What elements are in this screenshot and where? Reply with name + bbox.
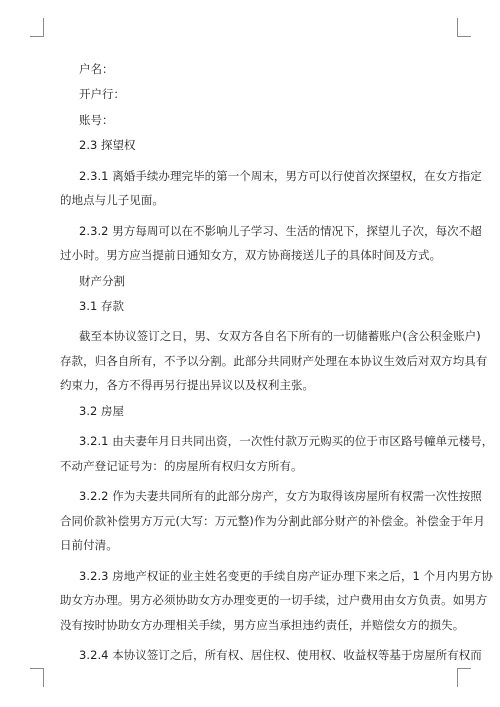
paragraph-line: 存款，归各自所有，不予以分割。此部分共同财产处理在本协议生效后对双方均具有 xyxy=(60,353,488,368)
account-name-line: 户名： xyxy=(79,62,114,76)
paragraph-line: 不动产登记证号为：的房屋所有权归女方所有。 xyxy=(60,458,303,473)
crop-mark-bottom-left xyxy=(30,668,44,687)
paragraph-line: 2.3.1 离婚手续办理完毕的第一个周末，男方可以行使首次探望权，在女方指定 xyxy=(79,168,482,183)
paragraph-3-2-4 xyxy=(60,643,482,668)
house-heading: 3.2 房屋 xyxy=(79,403,124,418)
paragraph-line: 3.2.4 本协议签订之后，所有权、居住权、使用权、收益权等基于房屋所有权而 xyxy=(79,648,482,663)
paragraph-line: 的地点与儿子见面。 xyxy=(60,193,164,208)
bank-line: 开户行： xyxy=(79,87,125,102)
paragraph-line: 2.3.2 男方每周可以在不影响儿子学习、生活的情况下，探望儿子次，每次不超 xyxy=(79,223,482,238)
paragraph-2-3-1 xyxy=(60,164,482,213)
paragraph-line: 约束力，各方不得再另行提出异议以及权利主张。 xyxy=(60,378,315,393)
paragraph-line: 没有按时协助女方办理相关手续，男方应当承担违约责任，并赔偿女方的损失。 xyxy=(60,617,465,632)
account-number-line: 账号： xyxy=(79,112,114,127)
crop-mark-top-left xyxy=(30,18,44,37)
crop-mark-top-right xyxy=(457,18,471,37)
crop-mark-bottom-right xyxy=(457,668,471,687)
deposit-heading: 3.1 存款 xyxy=(79,298,124,313)
paragraph-line: 3.2.1 由夫妻年月日共同出资，一次性付款万元购买的位于市区路号幢单元楼号， xyxy=(79,434,494,449)
paragraph-line: 合同价款补偿男方万元(大写：万元整)作为分割此部分财产的补偿金。补偿金于年月 xyxy=(60,513,485,528)
paragraph-line: 3.2.3 房地产权证的业主姓名变更的手续自房产证办理下来之后，1 个月内男方协 xyxy=(79,568,493,583)
paragraph-2-3-2 xyxy=(60,219,482,268)
paragraph-3-2-1 xyxy=(60,429,494,478)
paragraph-line: 助女方办理。男方必须协助女方办理变更的一切手续，过户费用由女方负责。如男方 xyxy=(60,593,488,608)
property-division-heading: 财产分割 xyxy=(79,273,125,288)
paragraph-3-1 xyxy=(60,324,488,398)
paragraph-line: 截至本协议签订之日，男、女双方各自名下所有的一切储蓄账户(含公积金账户) xyxy=(79,329,481,344)
paragraph-line: 日前付清。 xyxy=(60,538,118,553)
paragraph-line: 3.2.2 作为夫妻共同所有的此部分房产，女方为取得该房屋所有权需一次性按照 xyxy=(79,489,482,504)
paragraph-line: 过小时。男方应当提前日通知女方，双方协商接送儿子的具体时间及方式。 xyxy=(60,248,442,263)
document-body xyxy=(60,62,494,674)
visitation-heading: 2.3 探望权 xyxy=(79,138,136,153)
paragraph-3-2-2 xyxy=(60,484,485,558)
paragraph-3-2-3 xyxy=(60,564,493,638)
